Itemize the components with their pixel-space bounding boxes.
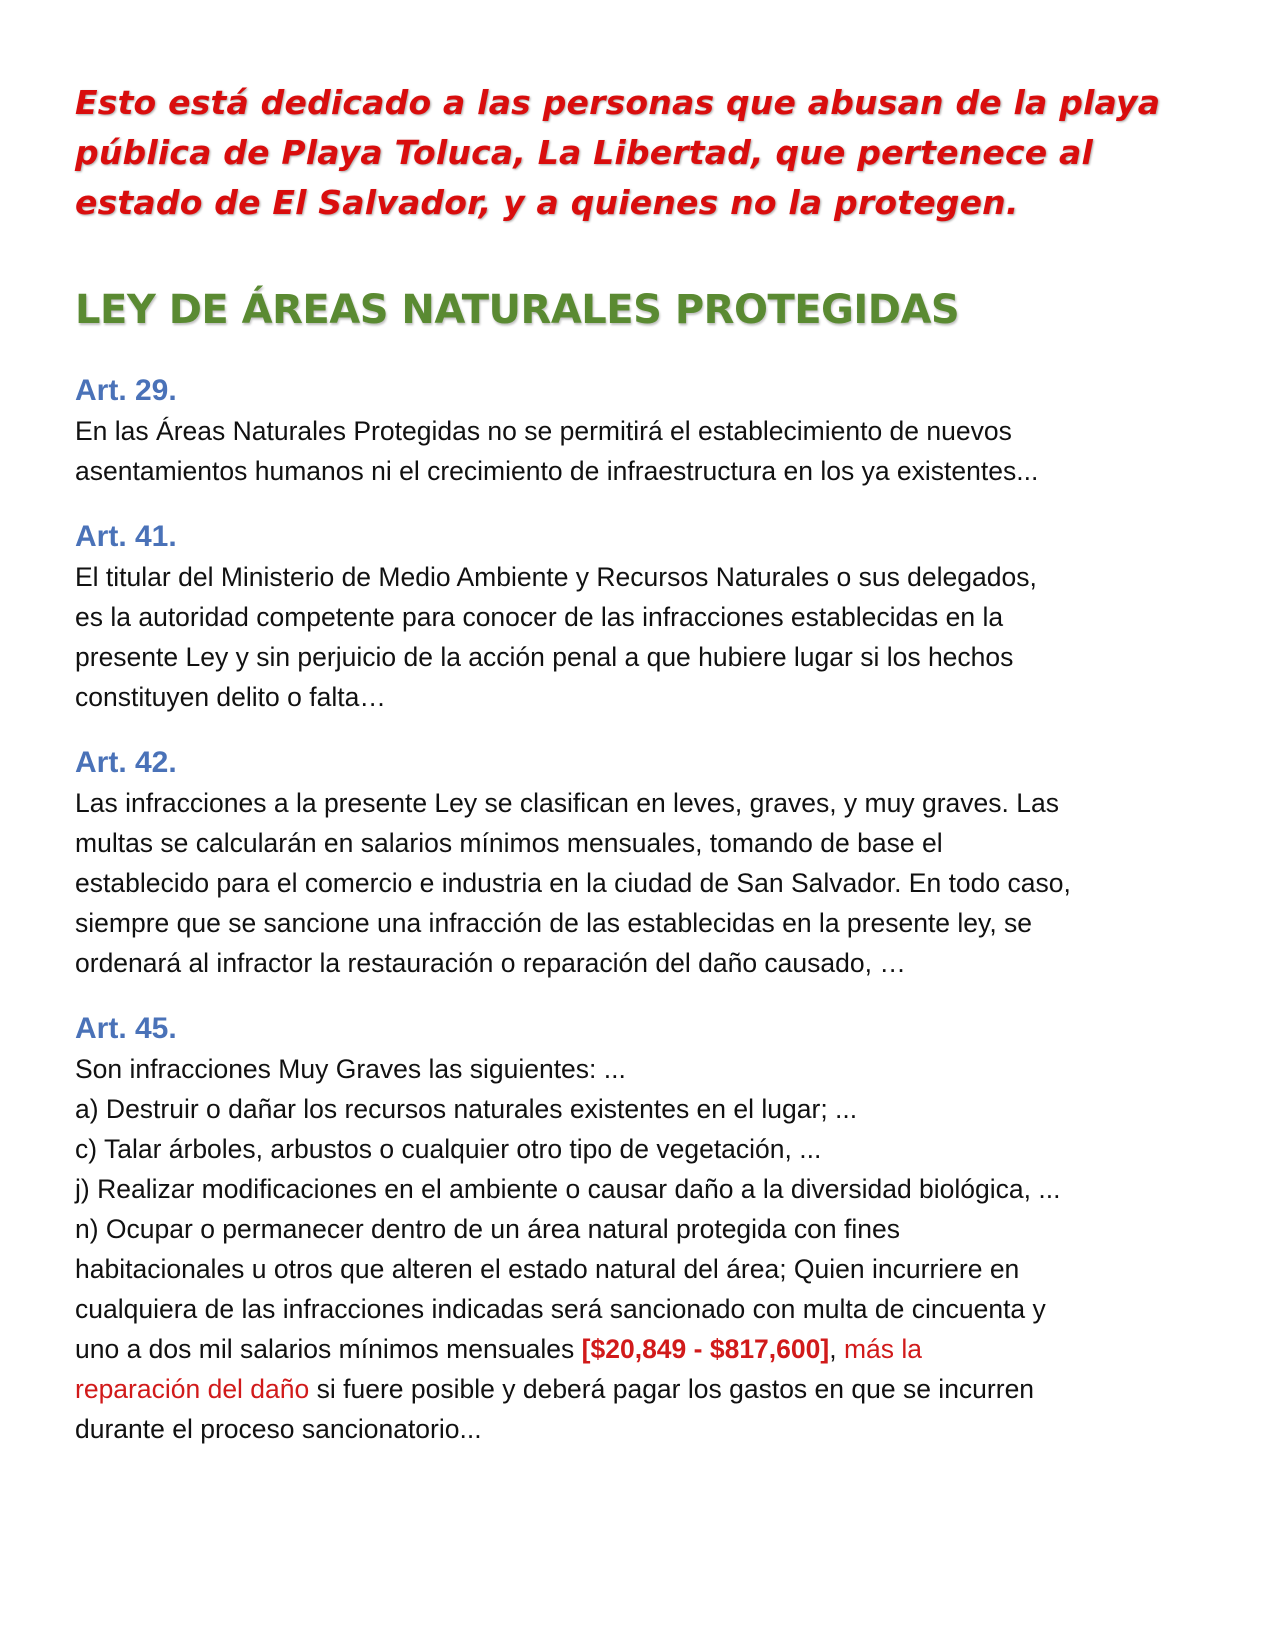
article-line: j) Realizar modificaciones en el ambiente o causar daño a la diversidad biológica, ... <box>75 1174 1061 1204</box>
article-45 <box>75 1009 1205 1449</box>
article-line: Las infracciones a la presente Ley se clasifican en leves, graves, y muy graves. Las <box>75 788 1059 818</box>
article-line: es la autoridad competente para conocer de las infracciones establecidas en la <box>75 602 1004 632</box>
article-line: a) Destruir o dañar los recursos naturales existentes en el lugar; ... <box>75 1094 858 1124</box>
article-line: presente Ley y sin perjuicio de la acción penal a que hubiere lugar si los hechos <box>75 642 1014 672</box>
fine-comma: , <box>829 1334 844 1364</box>
article-heading: Art. 42. <box>75 746 177 779</box>
article-line: El titular del Ministerio de Medio Ambiente y Recursos Naturales o sus delegados, <box>75 562 1037 592</box>
article-line: c) Talar árboles, arbustos o cualquier otro tipo de vegetación, ... <box>75 1134 822 1164</box>
dedication-text <box>75 78 1205 228</box>
article-heading: Art. 41. <box>75 520 177 553</box>
dedication-line-2: pública de Playa Toluca, La Libertad, que pertenece al <box>75 133 1093 172</box>
article-body <box>75 557 1205 717</box>
article-line: ordenará al infractor la restauración o reparación del daño causado, … <box>75 948 906 978</box>
fine-repair-text-1: más la <box>843 1334 922 1364</box>
article-body <box>75 1049 1205 1449</box>
article-29 <box>75 371 1205 491</box>
article-line: habitacionales u otros que alteren el estado natural del área; Quien incurriere en <box>75 1254 1020 1284</box>
repair-line <box>75 1369 1205 1409</box>
article-line: asentamientos humanos ni el crecimiento de infraestructura en los ya existentes... <box>75 456 1039 486</box>
article-line: cualquiera de las infracciones indicadas será sancionado con multa de cincuenta y <box>75 1294 1046 1324</box>
article-body <box>75 411 1205 491</box>
fine-repair-text-2: reparación del daño <box>75 1374 310 1404</box>
article-heading: Art. 29. <box>75 374 177 407</box>
law-title: LEY DE ÁREAS NATURALES PROTEGIDAS <box>75 287 960 333</box>
article-line: Son infracciones Muy Graves las siguientes: ... <box>75 1054 626 1084</box>
article-body <box>75 783 1205 983</box>
article-line: durante el proceso sancionatorio... <box>75 1414 482 1444</box>
fine-line <box>75 1329 1205 1369</box>
article-line: n) Ocupar o permanecer dentro de un área natural protegida con fines <box>75 1214 900 1244</box>
document-page <box>75 78 1205 1449</box>
article-line: En las Áreas Naturales Protegidas no se permitirá el establecimiento de nuevos <box>75 416 1012 446</box>
fine-amount: [$20,849 - $817,600] <box>581 1334 830 1364</box>
article-heading: Art. 45. <box>75 1012 177 1045</box>
article-42 <box>75 743 1205 983</box>
article-line: multas se calcularán en salarios mínimos mensuales, tomando de base el <box>75 828 943 858</box>
fine-line-prefix: uno a dos mil salarios mínimos mensuales <box>75 1334 582 1364</box>
article-line: establecido para el comercio e industria en la ciudad de San Salvador. En todo caso, <box>75 868 1071 898</box>
dedication-line-1: Esto está dedicado a las personas que abusan de la playa <box>75 83 1161 122</box>
article-line: constituyen delito o falta… <box>75 682 386 712</box>
article-41 <box>75 517 1205 717</box>
fine-rest: si fuere posible y deberá pagar los gastos en que se incurren <box>309 1374 1035 1404</box>
dedication-line-3: estado de El Salvador, y a quienes no la protegen. <box>75 183 1019 222</box>
article-line: siempre que se sancione una infracción de las establecidas en la presente ley, se <box>75 908 1033 938</box>
